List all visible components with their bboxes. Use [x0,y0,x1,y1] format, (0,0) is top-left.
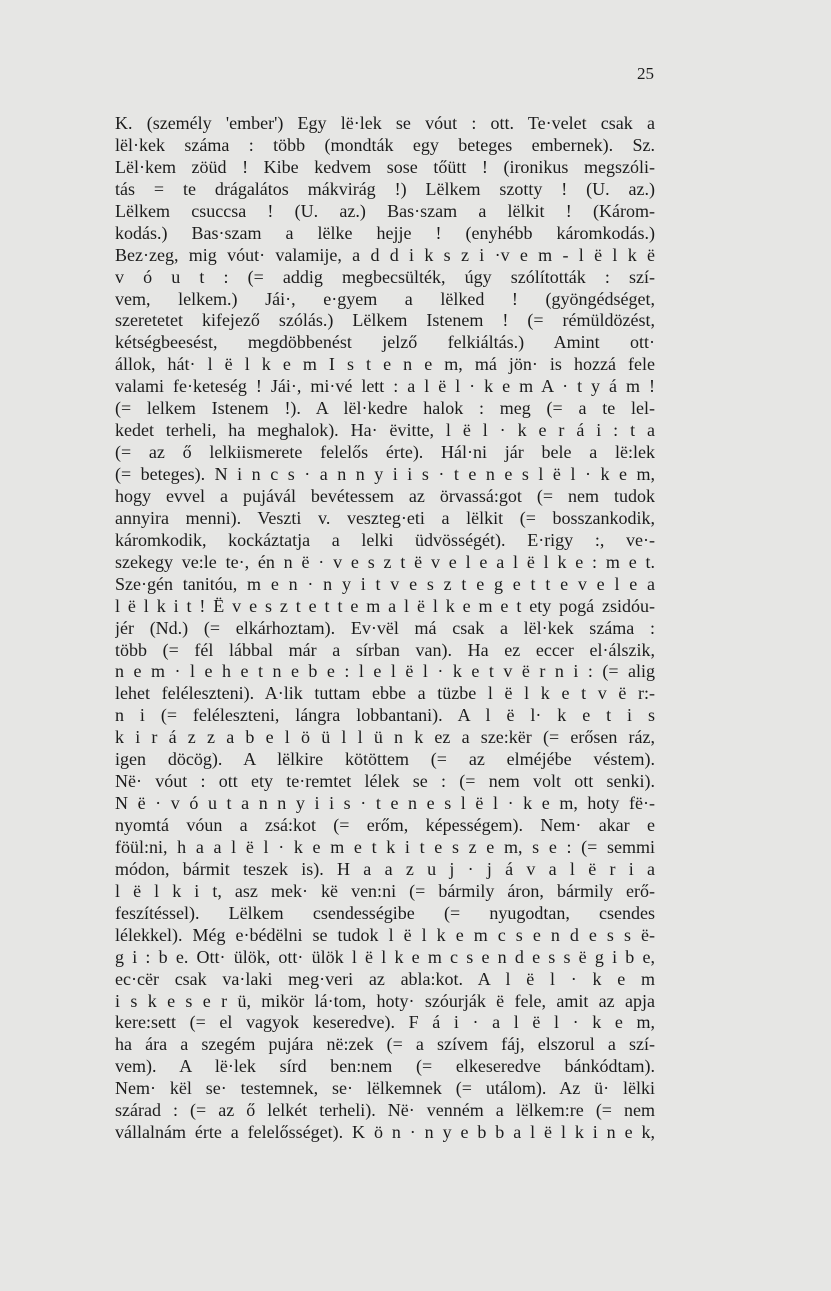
text-line: kedet terheli, ha meghalok). Ha· ëvitte, l ë l · k e r á i : t a [115,420,655,441]
text-line: káromkodik, kockáztatja a lelki üdvösségét). E·rigy :, ve·- [115,529,655,550]
text-line: állok, hát· l ë l k e m I s t e n e m, má jön· is hozzá fele [115,354,655,375]
text-line: (= az ő lelkiismerete felelős érte). Hál·ni jár bele a lë:lek [115,442,655,463]
text-line: (= lelkem Istenem !). A lël·kedre halok : meg (= a te lel- [115,398,655,419]
text-line: i s k e s e r ü, mikör lá·tom, hoty· szóurják ë fele, amit az apja [115,990,655,1011]
text-line: Lëlkem csuccsa ! (U. az.) Bas·szam a lëlkit ! (Károm- [115,200,655,221]
text-line: vállalnám érte a felelősséget). K ö n · n y e b b a l ë l k i n e k, [115,1122,655,1143]
text-line: nyomtá vóun a zsá:kot (= erőm, képességem). Nem· akar e [115,815,655,835]
text-line: kétségbeesést, megdöbbenést jelző felkiáltás.) Amint ott· [115,332,655,353]
text-line: K. (személy 'ember') Egy lë·lek se vóut : ott. Te·velet csak a [115,113,655,133]
text-line: n i (= feléleszteni, lángra lobbantani). A l ë l· k e t i s [115,705,655,726]
dictionary-text-block [115,113,655,1144]
text-line: ec·cër csak va·laki meg·veri az abla:kot. A l ë l · k e m [115,968,655,989]
text-line: tás = te drágalátos mákvirág !) Lëlkem szotty ! (U. az.) [115,178,655,199]
text-line: n e m · l e h e t n e b e : l e l ë l · k e t v ë r n i : (= alig [115,661,655,682]
text-line: szárad : (= az ő lelkét terheli). Në· venném a lëlkem:re (= nem [115,1100,655,1121]
text-line: Lël·kem zöüd ! Kibe kedvem sose tőütt ! (ironikus megszóli- [115,156,655,177]
text-line: hogy evvel a pujávál bevétessem az örvassá:got (= nem tudok [115,485,655,506]
text-line: vem, lelkem.) Jái·, e·gyem a lëlked ! (gyöngédséget, [115,288,655,309]
text-line: Bez·zeg, mig vóut· valamije, a d d i k s z i ·v e m - l ë l k ë [115,244,655,265]
text-line: ha ára a szegém pujára në:zek (= a szívem fáj, elszorul a szí- [115,1034,655,1055]
page-number: 25 [637,64,654,83]
text-line: k i r á z z a b e l ö ü l l ü n k ez a sze:kër (= erősen ráz, [115,727,655,748]
text-line: annyira menni). Veszti v. veszteg·eti a lëlkit (= bosszankodik, [115,507,655,528]
text-line: Sze·gén tanitóu, m e n · n y i t v e s z t e g e t t e v e l e a [115,573,655,594]
text-line: feszítéssel). Lëlkem csendességibe (= nyugodtan, csendes [115,902,655,923]
text-line: v ó u t : (= addig megbecsülték, úgy szólították : szí- [115,266,655,287]
text-line: szekegy ve:le te·, én n ë · v e s z t ë v e l e a l ë l k e : m e t. [115,551,655,572]
text-line: igen döcög). A lëlkire kötöttem (= az elméjébe véstem). [115,749,655,770]
text-line: valami fe·keteség ! Jái·, mi·vé lett : a l ë l · k e m A · t y á m ! [115,376,655,397]
text-line: vem). A lë·lek sírd ben:nem (= elkeseredve bánkódtam). [115,1056,655,1077]
text-line: Nem· kël se· testemnek, se· lëlkemnek (= utálom). Az ü· lëlki [115,1078,655,1099]
text-line: kere:sett (= el vagyok keseredve). F á i · a l ë l · k e m, [115,1012,655,1033]
text-line: jér (Nd.) (= elkárhoztam). Ev·vël má csak a lël·kek száma : [115,617,655,638]
text-line: kodás.) Bas·szam a lëlke hejje ! (enyhébb káromkodás.) [115,222,655,243]
text-line: módon, bármit teszek is). H a a z u j · j á v a l ë r i a [115,858,655,879]
text-line: g i : b e. Ott· ülök, ott· ülök l ë l k e m c s e n d e s s ë g i b e, [115,946,655,967]
text-line: lël·kek száma : több (mondták egy beteges embernek). Sz. [115,134,655,155]
text-line: szeretetet kifejező szólás.) Lëlkem Istenem ! (= rémüldözést, [115,310,655,331]
text-line: lélekkel). Még e·bédëlni se tudok l ë l k e m c s e n d e s s ë- [115,924,655,945]
text-line: l ë l k i t, asz mek· kë ven:ni (= bármily áron, bármily erő- [115,880,655,901]
text-line: l ë l k i t ! Ë v e s z t e t t e m a l ë l k e m e t ety pogá zsidóu- [115,595,655,616]
text-line: N ë · v ó u t a n n y i i s · t e n e s l ë l · k e m, hoty fë·- [115,793,655,814]
text-line: Në· vóut : ott ety te·remtet lélek se : (= nem volt ott senki). [115,771,655,792]
text-line: föül:ni, h a a l ë l · k e m e t k i t e s z e m, s e : (= semmi [115,836,655,857]
text-line: (= beteges). N i n c s · a n n y i i s · t e n e s l ë l · k e m, [115,464,655,484]
text-line: lehet feléleszteni). A·lik tuttam ebbe a tüzbe l ë l k e t v ë r:- [115,683,655,704]
text-line: több (= fél lábbal már a sírban van). Ha ez eccer el·álszik, [115,639,655,660]
